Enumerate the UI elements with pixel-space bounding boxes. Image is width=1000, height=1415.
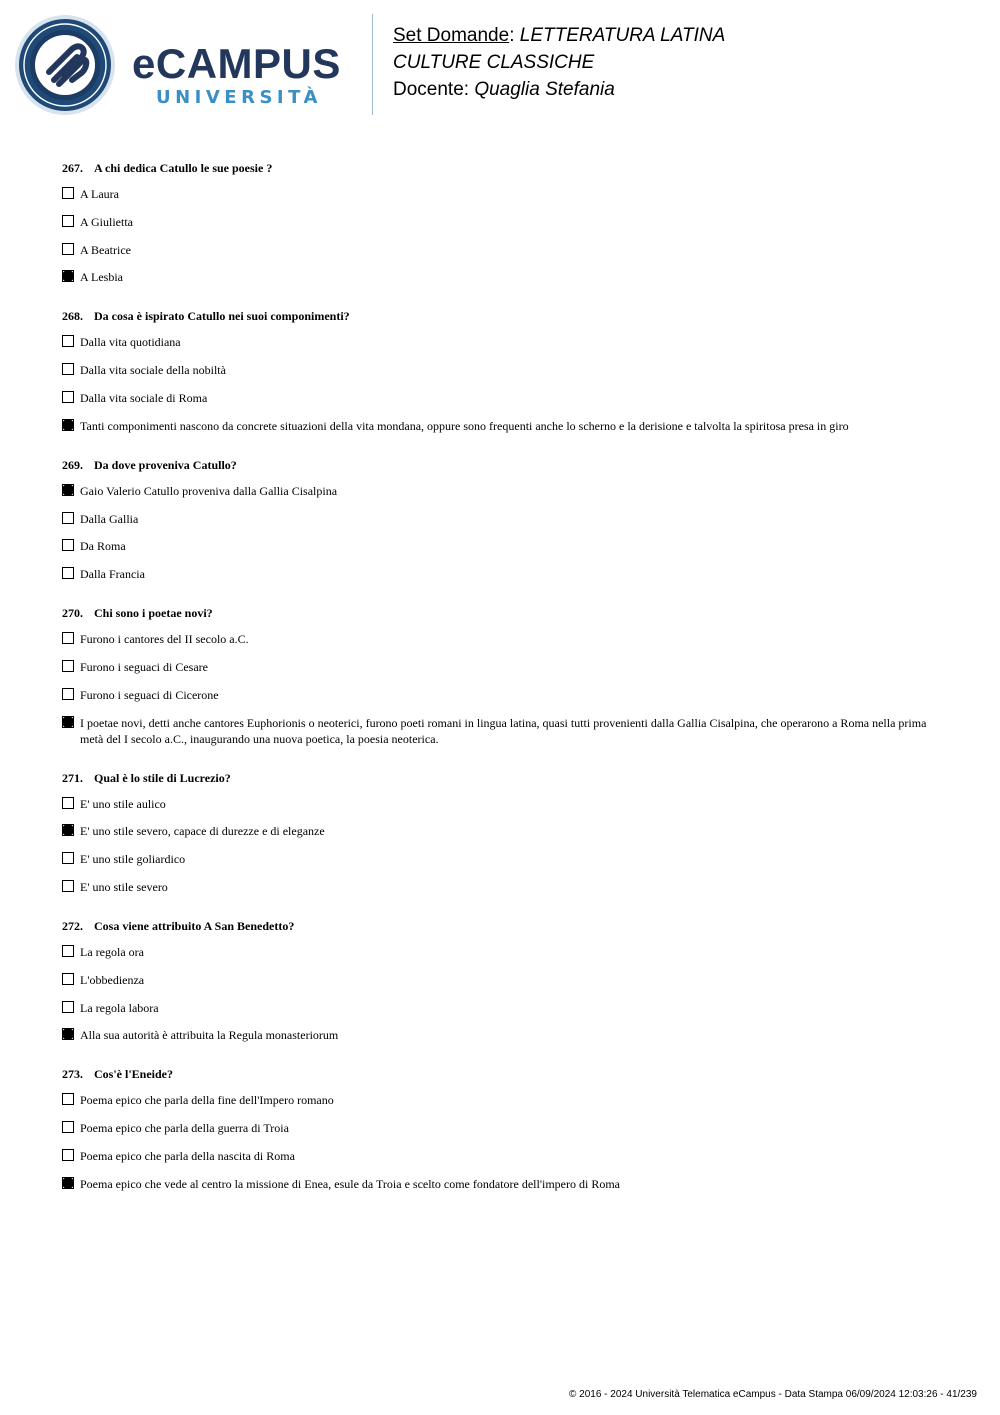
question-block xyxy=(62,457,942,582)
answer-option[interactable] xyxy=(62,483,942,499)
question-number: 267. xyxy=(62,161,83,175)
answer-text: Furono i seguaci di Cicerone xyxy=(80,687,219,702)
answer-checkbox-checked[interactable] xyxy=(62,484,74,496)
answer-checkbox[interactable] xyxy=(62,1001,74,1013)
answer-text: A Lesbia xyxy=(80,270,123,285)
question-number: 271. xyxy=(62,770,83,785)
document-meta xyxy=(393,22,725,103)
page-header xyxy=(0,0,1000,130)
answer-text: A Beatrice xyxy=(80,242,131,257)
answer-checkbox-checked[interactable] xyxy=(62,419,74,431)
answer-option[interactable] xyxy=(62,1000,942,1016)
question-number: 268. xyxy=(62,309,83,324)
answer-checkbox-checked[interactable] xyxy=(62,1028,74,1040)
question-text: A chi dedica Catullo le sue poesie ? xyxy=(94,161,273,175)
answer-option[interactable] xyxy=(62,1120,942,1136)
answer-checkbox[interactable] xyxy=(62,1121,74,1133)
answer-option[interactable] xyxy=(62,823,942,839)
answer-option[interactable] xyxy=(62,538,942,554)
answer-option[interactable] xyxy=(62,659,942,675)
answer-checkbox[interactable] xyxy=(62,539,74,551)
header-divider xyxy=(372,14,373,115)
answer-option[interactable] xyxy=(62,796,942,812)
answer-checkbox[interactable] xyxy=(62,391,74,403)
question-heading xyxy=(62,1066,942,1082)
answer-text: E' uno stile aulico xyxy=(80,796,166,811)
answer-option[interactable] xyxy=(62,1092,942,1108)
answer-text: E' uno stile severo, capace di durezze e di eleganze xyxy=(80,824,325,839)
answer-option[interactable] xyxy=(62,511,942,527)
answer-text: Dalla vita sociale della nobiltà xyxy=(80,363,226,378)
set-label: Set Domande xyxy=(393,25,510,46)
set-line: Set Domande: LETTERATURA LATINA xyxy=(393,25,726,46)
answer-option[interactable] xyxy=(62,631,942,647)
answer-option[interactable] xyxy=(62,390,942,406)
subject-line xyxy=(393,49,725,76)
question-text: Qual è lo stile di Lucrezio? xyxy=(94,770,231,785)
docente-value: Quaglia Stefania xyxy=(474,79,615,100)
answer-checkbox[interactable] xyxy=(62,660,74,672)
answer-text: A Giulietta xyxy=(80,214,133,229)
answer-text: La regola labora xyxy=(80,1000,159,1015)
question-block xyxy=(62,308,942,433)
answer-checkbox[interactable] xyxy=(62,632,74,644)
answer-option[interactable] xyxy=(62,334,942,350)
answer-text: La regola ora xyxy=(80,944,144,959)
answer-checkbox-checked[interactable] xyxy=(62,270,74,282)
question-block xyxy=(62,1066,942,1191)
answer-checkbox[interactable] xyxy=(62,187,74,199)
page-footer: © 2016 - 2024 Università Telematica eCampus - Data Stampa 06/09/2024 12:03:26 - 41/239 xyxy=(569,1389,977,1400)
answer-text: Poema epico che parla della guerra di Troia xyxy=(80,1121,289,1136)
answer-option[interactable] xyxy=(62,242,942,258)
answer-option[interactable] xyxy=(62,214,942,230)
question-heading xyxy=(62,605,942,621)
answer-checkbox[interactable] xyxy=(62,1149,74,1161)
answer-checkbox[interactable] xyxy=(62,973,74,985)
answer-text: Tanti componimenti nascono da concrete situazioni della vita mondana, oppure sono frequenti anche lo scherno e la derisione e talvolta la spiritosa presa in giro xyxy=(80,418,849,433)
question-block xyxy=(62,605,942,746)
answer-option[interactable] xyxy=(62,715,942,747)
set-value: LETTERATURA LATINA xyxy=(519,25,726,46)
answer-checkbox[interactable] xyxy=(62,243,74,255)
brand-subtitle: UNIVERSITÀ xyxy=(156,87,322,108)
question-number: 270. xyxy=(62,606,83,621)
answer-text: Furono i cantores del II secolo a.C. xyxy=(80,632,249,647)
answer-option[interactable] xyxy=(62,362,942,378)
question-block xyxy=(62,160,942,285)
question-heading xyxy=(62,457,942,473)
question-block xyxy=(62,918,942,1043)
question-text: Cosa viene attribuito A San Benedetto? xyxy=(94,918,295,933)
answer-checkbox[interactable] xyxy=(62,335,74,347)
subject: CULTURE CLASSICHE xyxy=(393,52,595,73)
answer-checkbox[interactable] xyxy=(62,567,74,579)
docente-label: Docente: xyxy=(393,79,470,100)
answer-text: Poema epico che vede al centro la missione di Enea, esule da Troia e scelto come fondatore dell'impero di Roma xyxy=(80,1176,620,1191)
question-number: 273. xyxy=(62,1067,83,1082)
answer-text: E' uno stile severo xyxy=(80,879,168,894)
answer-text: Furono i seguaci di Cesare xyxy=(80,659,208,674)
question-text: Da dove proveniva Catullo? xyxy=(94,457,237,472)
answer-text: Dalla Francia xyxy=(80,567,145,582)
answer-option[interactable] xyxy=(62,566,942,582)
answer-option[interactable] xyxy=(62,1027,942,1043)
question-number: 272. xyxy=(62,918,83,933)
question-text: Cos'è l'Eneide? xyxy=(94,1067,174,1082)
answer-checkbox-checked[interactable] xyxy=(62,716,74,728)
question-text: Chi sono i poetae novi? xyxy=(94,606,213,621)
answer-text: A Laura xyxy=(80,187,119,201)
answer-checkbox[interactable] xyxy=(62,880,74,892)
answer-checkbox[interactable] xyxy=(62,363,74,375)
answer-text: Dalla Gallia xyxy=(80,511,139,526)
answer-text: Dalla vita sociale di Roma xyxy=(80,390,208,405)
answer-checkbox[interactable] xyxy=(62,512,74,524)
answer-text: E' uno stile goliardico xyxy=(80,852,186,867)
answer-checkbox[interactable] xyxy=(62,797,74,809)
answer-checkbox[interactable] xyxy=(62,215,74,227)
university-seal-logo xyxy=(14,14,116,116)
answer-option[interactable] xyxy=(62,851,942,867)
answer-option[interactable] xyxy=(62,687,942,703)
answer-text: Da Roma xyxy=(80,539,126,554)
answer-text: Poema epico che parla della fine dell'Impero romano xyxy=(80,1093,334,1108)
answer-option[interactable] xyxy=(62,879,942,895)
answer-checkbox[interactable] xyxy=(62,852,74,864)
answer-text: Gaio Valerio Catullo proveniva dalla Gallia Cisalpina xyxy=(80,483,338,498)
answer-checkbox[interactable] xyxy=(62,688,74,700)
answer-text: Dalla vita quotidiana xyxy=(80,335,181,350)
answer-checkbox-checked[interactable] xyxy=(62,824,74,836)
answer-option[interactable] xyxy=(62,269,942,285)
brand-name: eCAMPUS xyxy=(132,40,341,87)
question-heading xyxy=(62,308,942,324)
answer-text: L'obbedienza xyxy=(80,972,145,987)
question-block xyxy=(62,770,942,895)
question-heading xyxy=(62,918,942,934)
question-text: Da cosa è ispirato Catullo nei suoi componimenti? xyxy=(94,309,350,324)
answer-text: Alla sua autorità è attribuita la Regula monasteriorum xyxy=(80,1028,339,1043)
answer-option[interactable] xyxy=(62,972,942,988)
answer-option[interactable] xyxy=(62,1148,942,1164)
answer-checkbox[interactable] xyxy=(62,1093,74,1105)
question-list xyxy=(62,160,942,1215)
answer-text: I poetae novi, detti anche cantores Euphorionis o neoterici, furono poeti romani in lingua latina, quasi tutti provenienti dalla Gallia Cisalpina, che operarono a Roma nella prima metà del I secolo a.C., inaugurando una nuova poetica, la poesia neoterica. xyxy=(80,715,927,746)
answer-option[interactable] xyxy=(62,186,942,202)
docente-line xyxy=(393,76,725,103)
answer-option[interactable] xyxy=(62,944,942,960)
question-heading xyxy=(62,770,942,786)
question-number: 269. xyxy=(62,457,83,472)
answer-checkbox[interactable] xyxy=(62,945,74,957)
question-heading xyxy=(62,160,942,176)
answer-checkbox-checked[interactable] xyxy=(62,1177,74,1189)
ecampus-wordmark xyxy=(132,42,358,112)
answer-option[interactable] xyxy=(62,418,942,434)
answer-text: Poema epico che parla della nascita di Roma xyxy=(80,1148,295,1163)
answer-option[interactable] xyxy=(62,1176,942,1192)
